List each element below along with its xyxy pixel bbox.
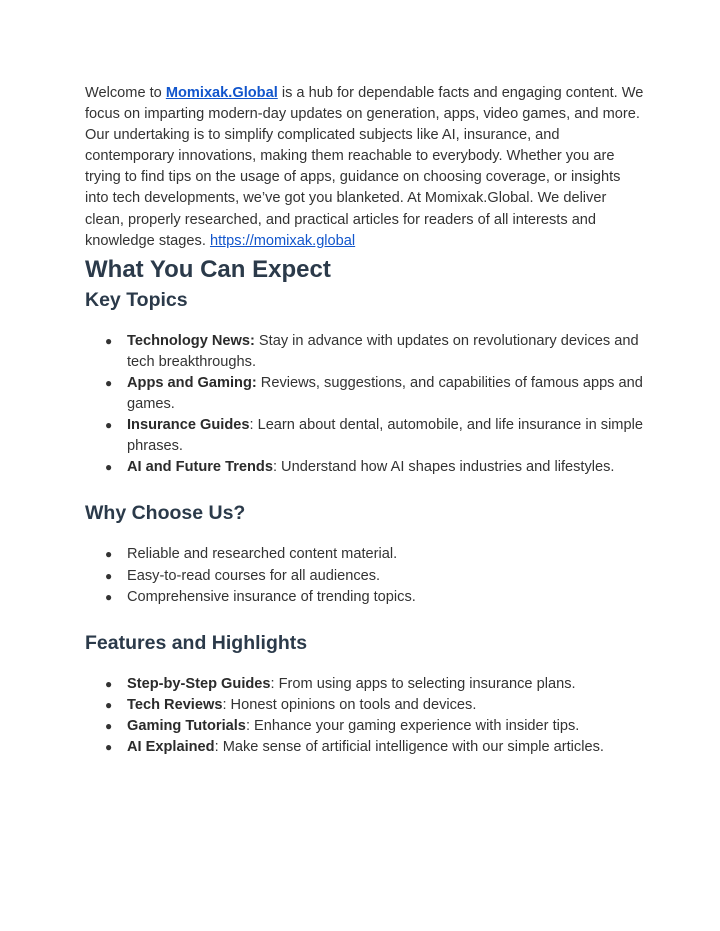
item-text: : Enhance your gaming experience with insider tips. — [245, 717, 580, 734]
brand-link[interactable]: Momixak.Global — [165, 85, 278, 101]
item-bold-label: Tech Reviews — [127, 696, 223, 713]
list-item — [85, 566, 645, 587]
bullet-icon: ● — [105, 460, 113, 475]
item-bold-label: Apps and Gaming: — [127, 374, 257, 391]
intro-paragraph — [85, 83, 645, 252]
item-text: Comprehensive insurance of trending topics. — [127, 588, 416, 605]
document-page — [85, 83, 645, 758]
list-item — [85, 716, 645, 737]
features-heading: Features and Highlights — [85, 631, 308, 654]
item-bold-label: AI and Future Trends — [127, 459, 273, 476]
website-link[interactable]: https://momixak.global — [209, 232, 356, 249]
item-bold-label: Gaming Tutorials — [127, 717, 246, 734]
item-text: Reviews, suggestions, and capabilities of famous apps and games. — [127, 374, 643, 413]
item-bold-label: AI Explained — [127, 738, 215, 755]
list-item — [85, 373, 645, 415]
bullet-icon: ● — [105, 589, 113, 604]
item-text: : From using apps to selecting insurance plans. — [270, 675, 576, 692]
bullet-icon: ● — [105, 375, 113, 390]
why-choose-heading: Why Choose Us? — [85, 502, 246, 525]
bullet-icon: ● — [105, 333, 113, 348]
list-item — [85, 737, 645, 758]
bullet-icon: ● — [105, 568, 113, 583]
item-text: Easy-to-read courses for all audiences. — [127, 567, 381, 584]
item-text: : Learn about dental, automobile, and life insurance in simple phrases. — [127, 417, 643, 455]
list-item — [85, 457, 645, 478]
key-topics-heading: Key Topics — [85, 288, 188, 311]
key-topics-list — [85, 331, 645, 479]
list-item — [85, 695, 645, 716]
features-list — [85, 674, 645, 758]
intro-text: is a hub for dependable facts and engaging content. We focus on imparting modern-day updates on generation, apps, video games, and more. Our undertaking is to simplify complicated subjects like AI, insurance, and contemporary innovations, making them reachable to everybody. Whether you are trying to find tips on the usage of apps, guidance on choosing coverage, or insights into tech developments, we’ve got you blanketed. At Momixak.Global. We deliver clean, properly researched, and practical articles for readers of all interests and knowledge stages. — [85, 85, 644, 249]
bullet-icon: ● — [105, 418, 113, 433]
bullet-icon: ● — [105, 697, 113, 712]
list-item — [85, 415, 645, 457]
item-text: Stay in advance with updates on revolutionary devices and tech breakthroughs. — [127, 332, 639, 370]
bullet-icon: ● — [105, 718, 113, 733]
item-text: : Honest opinions on tools and devices. — [222, 696, 477, 713]
bullet-icon: ● — [105, 547, 113, 562]
bullet-icon: ● — [105, 676, 113, 691]
list-item — [85, 587, 645, 608]
why-choose-list — [85, 544, 645, 607]
item-bold-label: Insurance Guides — [127, 417, 250, 434]
intro-prefix: Welcome to — [85, 85, 166, 101]
item-bold-label: Step-by-Step Guides — [127, 675, 271, 692]
main-heading: What You Can Expect — [85, 255, 331, 283]
item-text: Reliable and researched content material. — [127, 546, 398, 563]
item-bold-label: Technology News: — [127, 332, 255, 349]
item-text: : Make sense of artificial intelligence with our simple articles. — [214, 738, 604, 755]
item-text: : Understand how AI shapes industries and lifestyles. — [272, 459, 615, 476]
list-item — [85, 331, 645, 373]
list-item — [85, 544, 645, 565]
bullet-icon: ● — [105, 739, 113, 754]
list-item — [85, 674, 645, 695]
